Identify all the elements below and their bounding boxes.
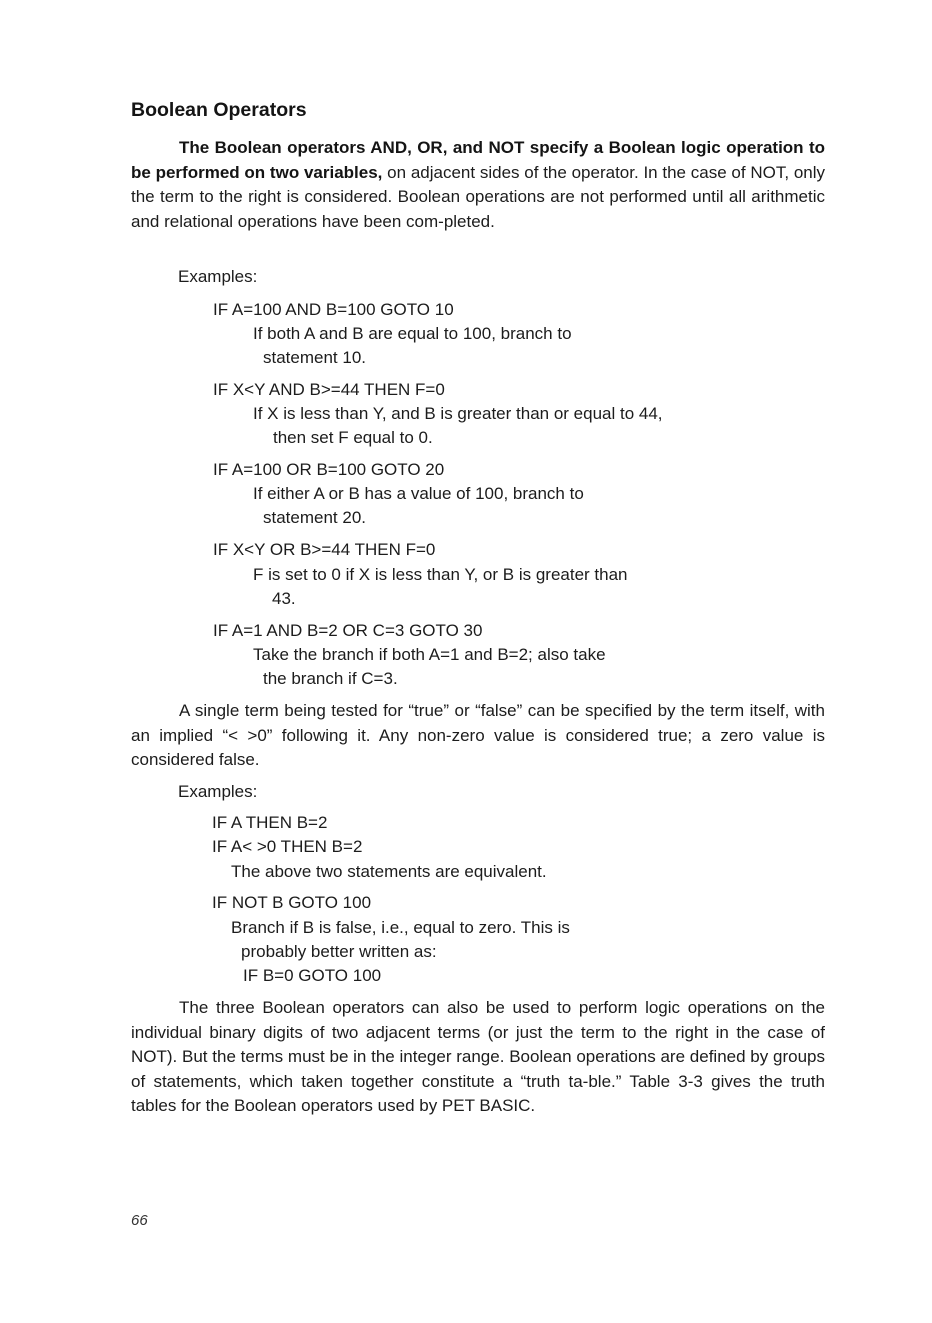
example-description: 43.	[272, 589, 296, 608]
example-code: IF A THEN B=2	[212, 813, 328, 832]
single-term-paragraph: A single term being tested for “true” or “false” can be specified by the term itself, with an implied “< >0” following it. Any non-zero value is considered true; a zero value is considered false.	[131, 701, 825, 769]
example-description: Take the branch if both A=1 and B=2; also take	[253, 645, 606, 664]
example-code: IF B=0 GOTO 100	[243, 966, 382, 985]
examples-label-2: Examples:	[178, 782, 258, 801]
example-code: IF X<Y AND B>=44 THEN F=0	[213, 380, 445, 399]
example-description: If either A or B has a value of 100, branch to	[253, 484, 584, 503]
page-number: 66	[131, 1212, 148, 1229]
examples-label-1: Examples:	[178, 267, 258, 286]
example-code: IF A=100 AND B=100 GOTO 10	[213, 300, 454, 319]
example-description: statement 20.	[263, 508, 367, 527]
example-description: the branch if C=3.	[263, 669, 398, 688]
example-description: If both A and B are equal to 100, branch to	[253, 324, 572, 343]
example-description: statement 10.	[263, 348, 367, 367]
example-code: IF A=100 OR B=100 GOTO 20	[213, 460, 445, 479]
closing-paragraph: The three Boolean operators can also be used to perform logic operations on the individual binary digits of two adjacent terms (or just the term to the right in the case of NOT). But the terms must be in the integer range. Boolean operations are defined by groups of statements, which taken together constitute a “truth ta-ble.” Table 3-3 gives the truth tables for the Boolean operators used by PET BASIC.	[131, 998, 825, 1115]
example-description: If X is less than Y, and B is greater than or equal to 44,	[253, 404, 663, 423]
example-note: The above two statements are equivalent.	[231, 862, 547, 881]
example-code: IF A=1 AND B=2 OR C=3 GOTO 30	[213, 621, 483, 640]
section-heading: Boolean Operators	[131, 99, 307, 121]
example-note: Branch if B is false, i.e., equal to zero. This is	[231, 918, 570, 937]
example-code: IF A< >0 THEN B=2	[212, 837, 363, 856]
example-code: IF X<Y OR B>=44 THEN F=0	[213, 540, 436, 559]
intro-rest: on adjacent sides of the operator. In the case of NOT, only the term to the right is considered. Boolean operations are not performed until all arithmetic and relational operations have been com-pleted.	[131, 162, 826, 231]
intro-lead-bold: The Boolean operators AND, OR, and NOT specify a Boolean logic operation to be performed on two variables,	[131, 138, 825, 182]
example-description: then set F equal to 0.	[273, 428, 433, 447]
example-code: IF NOT B GOTO 100	[212, 893, 372, 912]
intro-paragraph	[131, 136, 825, 234]
example-note: probably better written as:	[241, 942, 437, 961]
example-description: F is set to 0 if X is less than Y, or B is greater than	[253, 565, 628, 584]
